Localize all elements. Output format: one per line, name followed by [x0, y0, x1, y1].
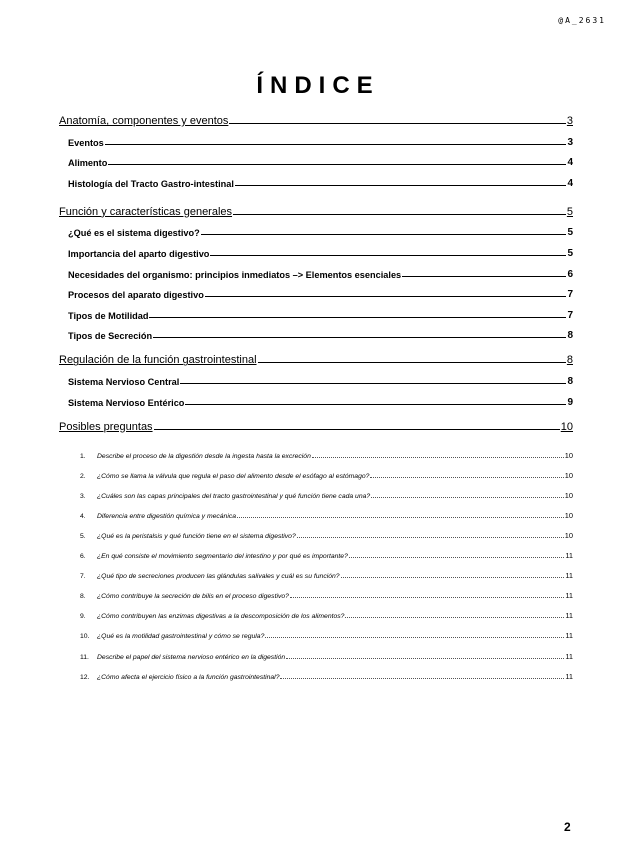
- toc-entry-number: 9.: [80, 613, 86, 621]
- toc-question-entry[interactable]: [59, 620, 573, 640]
- toc-entry-label: Eventos: [68, 137, 104, 148]
- toc-leader-line: [235, 185, 567, 186]
- toc-entry-label: [80, 654, 285, 661]
- toc-entry-label: Tipos de Motilidad: [68, 310, 149, 321]
- toc-entry-label: [80, 633, 264, 640]
- toc-entry-page: 11: [565, 611, 573, 621]
- toc-section-entry[interactable]: [59, 106, 573, 127]
- toc-section-entry[interactable]: [59, 345, 573, 366]
- toc-question-entry[interactable]: [59, 460, 573, 480]
- toc-leader-line: [258, 362, 566, 363]
- toc-entry-label: Alimento: [68, 158, 108, 169]
- toc-entry-label: [80, 493, 370, 500]
- toc-leader-line: [108, 164, 566, 165]
- toc-leader-line: [341, 577, 565, 578]
- toc-entry-label: Sistema Nervioso Central: [68, 376, 180, 387]
- toc-entry-label: Tipos de Secreción: [68, 331, 153, 342]
- toc-section-entry[interactable]: [59, 412, 573, 433]
- toc-entry-page: 11: [565, 671, 573, 681]
- toc-entry-page: 3: [567, 136, 573, 148]
- toc-entry-page: 10: [564, 470, 573, 480]
- toc-leader-line: [286, 658, 564, 659]
- toc-entry-label: [80, 453, 311, 460]
- toc-entry-number: 6.: [80, 553, 86, 561]
- toc-question-entry[interactable]: [59, 520, 573, 540]
- toc-entry-text: Diferencia entre digestión química y mecánica: [97, 512, 237, 520]
- toc-entry-page: 4: [567, 157, 573, 169]
- toc-leader-line: [345, 617, 564, 618]
- toc-leader-line: [290, 597, 564, 598]
- watermark: @A_2631: [558, 16, 606, 25]
- toc-entry-label: [80, 473, 369, 480]
- toc-entry-text: Describe el proceso de la digestión desde la ingesta hasta la excreción: [97, 452, 311, 460]
- toc-leader-line: [149, 317, 566, 318]
- toc-entry-page: 11: [565, 631, 573, 641]
- toc-entry-page: 10: [564, 531, 573, 540]
- toc-entry-number: 4.: [80, 512, 86, 520]
- toc-leader-line: [154, 429, 560, 430]
- toc-entry-text: ¿Qué es la peristalsis y qué función tiene en el sistema digestivo?: [97, 533, 296, 540]
- toc-subsection-entry[interactable]: [59, 127, 573, 148]
- toc-entry-label: [80, 513, 236, 520]
- toc-entry-label: Función y características generales: [59, 205, 233, 218]
- toc-subsection-entry[interactable]: [59, 387, 573, 408]
- toc-entry-label: [80, 533, 296, 540]
- toc-entry-number: 2.: [80, 472, 86, 480]
- toc-leader-line: [280, 678, 564, 679]
- toc-entry-text: ¿Cómo contribuyen las enzimas digestivas a la descomposición de los alimentos?: [97, 613, 345, 621]
- toc-entry-label: [80, 593, 289, 600]
- toc-question-entry[interactable]: [59, 600, 573, 620]
- page-title: ÍNDICE: [256, 72, 380, 99]
- toc-entry-page: 4: [567, 177, 573, 189]
- toc-entry-text: ¿Cómo se llama la válvula que regula el paso del alimento desde el esófago al estómago?: [97, 472, 370, 480]
- toc-entry-label: Importancia del aparto digestivo: [68, 248, 210, 259]
- toc-entry-number: 10.: [80, 633, 90, 641]
- toc-entry-number: 7.: [80, 573, 86, 581]
- toc-leader-line: [153, 337, 566, 338]
- toc-entry-label: Histología del Tracto Gastro-intestinal: [68, 178, 234, 189]
- toc-leader-line: [105, 144, 567, 145]
- toc-subsection-entry[interactable]: [59, 218, 573, 239]
- toc-entry-page: 7: [567, 289, 573, 301]
- toc-entry-text: ¿Cómo contribuye la secreción de bilis en el proceso digestivo?: [97, 593, 289, 601]
- toc-entry-number: 8.: [80, 593, 86, 601]
- toc-leader-line: [233, 214, 566, 215]
- toc-leader-line: [402, 276, 566, 277]
- toc-entry-text: ¿Cómo afecta el ejercicio físico a la función gastrointestinal?: [97, 673, 280, 681]
- toc-entry-label: Regulación de la función gastrointestinal: [59, 354, 257, 367]
- toc-subsection-entry[interactable]: [59, 148, 573, 169]
- toc-leader-line: [349, 557, 564, 558]
- toc-entry-page: 11: [565, 571, 573, 581]
- toc-question-entry[interactable]: [59, 580, 573, 600]
- toc-entry-page: 10: [564, 450, 573, 460]
- toc-entry-label: [80, 553, 348, 560]
- toc-leader-line: [237, 517, 564, 518]
- toc-entry-text: ¿Qué es la motilidad gastrointestinal y cómo se regula?: [97, 633, 265, 641]
- toc-entry-page: 11: [565, 551, 573, 561]
- toc-entry-page: 8: [567, 375, 573, 387]
- toc-question-entry[interactable]: [59, 661, 573, 681]
- toc-entry-number: 1.: [80, 452, 86, 460]
- toc-leader-line: [370, 477, 563, 478]
- toc-entry-page: 8: [566, 354, 573, 367]
- toc-entry-number: 5.: [80, 533, 86, 540]
- toc-entry-number: 11.: [80, 653, 89, 661]
- toc-subsection-entry[interactable]: [59, 280, 573, 301]
- toc-leader-line: [265, 637, 564, 638]
- toc-subsection-entry[interactable]: [59, 366, 573, 387]
- toc-entry-label: Procesos del aparato digestivo: [68, 290, 204, 301]
- toc-leader-line: [210, 255, 566, 256]
- toc-subsection-entry[interactable]: [59, 168, 573, 189]
- toc-question-entry[interactable]: [59, 480, 573, 500]
- toc-entry-page: 5: [567, 227, 573, 239]
- toc-entry-label: [80, 573, 340, 580]
- toc-entry-page: 7: [567, 309, 573, 321]
- toc-question-entry[interactable]: [59, 640, 573, 660]
- toc-entry-label: Posibles preguntas: [59, 420, 153, 433]
- toc-entry-text: Describe el papel del sistema nervioso entérico en la digestión: [97, 653, 286, 661]
- toc-entry-page: 6: [567, 268, 573, 280]
- toc-leader-line: [185, 404, 566, 405]
- toc-entry-label: Anatomía, componentes y eventos: [59, 115, 229, 127]
- toc-entry-text: ¿Qué tipo de secreciones producen las glándulas salivales y cuál es su función?: [97, 573, 340, 581]
- toc-entry-text: ¿En qué consiste el movimiento segmentario del intestino y por qué es importante?: [97, 553, 348, 561]
- toc-entry-page: 3: [566, 115, 573, 127]
- toc-entry-page: 9: [567, 396, 573, 408]
- toc-entry-page: 10: [564, 510, 573, 520]
- toc-subsection-entry[interactable]: [59, 259, 573, 280]
- toc-leader-line: [312, 457, 564, 458]
- toc-entry-page: 8: [567, 330, 573, 342]
- toc-entry-page: 5: [566, 205, 573, 218]
- toc-question-entry[interactable]: [59, 500, 573, 520]
- toc-leader-line: [205, 296, 567, 297]
- toc-section-entry[interactable]: [59, 197, 573, 218]
- toc-subsection-entry[interactable]: [59, 321, 573, 342]
- toc-entry-page: 10: [564, 490, 573, 500]
- toc-entry-page: 5: [567, 247, 573, 259]
- toc-entry-page: 10: [560, 420, 573, 433]
- toc-question-entry[interactable]: [59, 440, 573, 460]
- toc-entry-label: Sistema Nervioso Entérico: [68, 397, 185, 408]
- toc-entry-page: 11: [565, 651, 573, 661]
- toc-entry-text: ¿Cuáles son las capas principales del tracto gastrointestinal y qué función tiene cada una?: [97, 492, 371, 500]
- toc-entry-label: [80, 674, 279, 681]
- toc-question-entry[interactable]: [59, 560, 573, 580]
- toc-leader-line: [371, 497, 564, 498]
- toc-entry-label: ¿Qué es el sistema digestivo?: [68, 228, 200, 239]
- toc-leader-line: [180, 383, 566, 384]
- toc-entry-page: 11: [565, 591, 573, 601]
- toc-leader-line: [297, 537, 564, 538]
- toc-entry-number: 3.: [80, 492, 86, 500]
- toc-question-entry[interactable]: [59, 540, 573, 560]
- toc-leader-line: [229, 123, 565, 124]
- page-number: 2: [564, 820, 571, 834]
- toc-subsection-entry[interactable]: [59, 238, 573, 259]
- toc-entry-label: [80, 613, 344, 620]
- toc-entry-label: Necesidades del organismo: principios inmediatos –> Elementos esenciales: [68, 269, 402, 280]
- table-of-contents: [59, 106, 573, 681]
- toc-entry-number: 12.: [80, 673, 90, 681]
- toc-leader-line: [201, 234, 567, 235]
- toc-subsection-entry[interactable]: [59, 300, 573, 321]
